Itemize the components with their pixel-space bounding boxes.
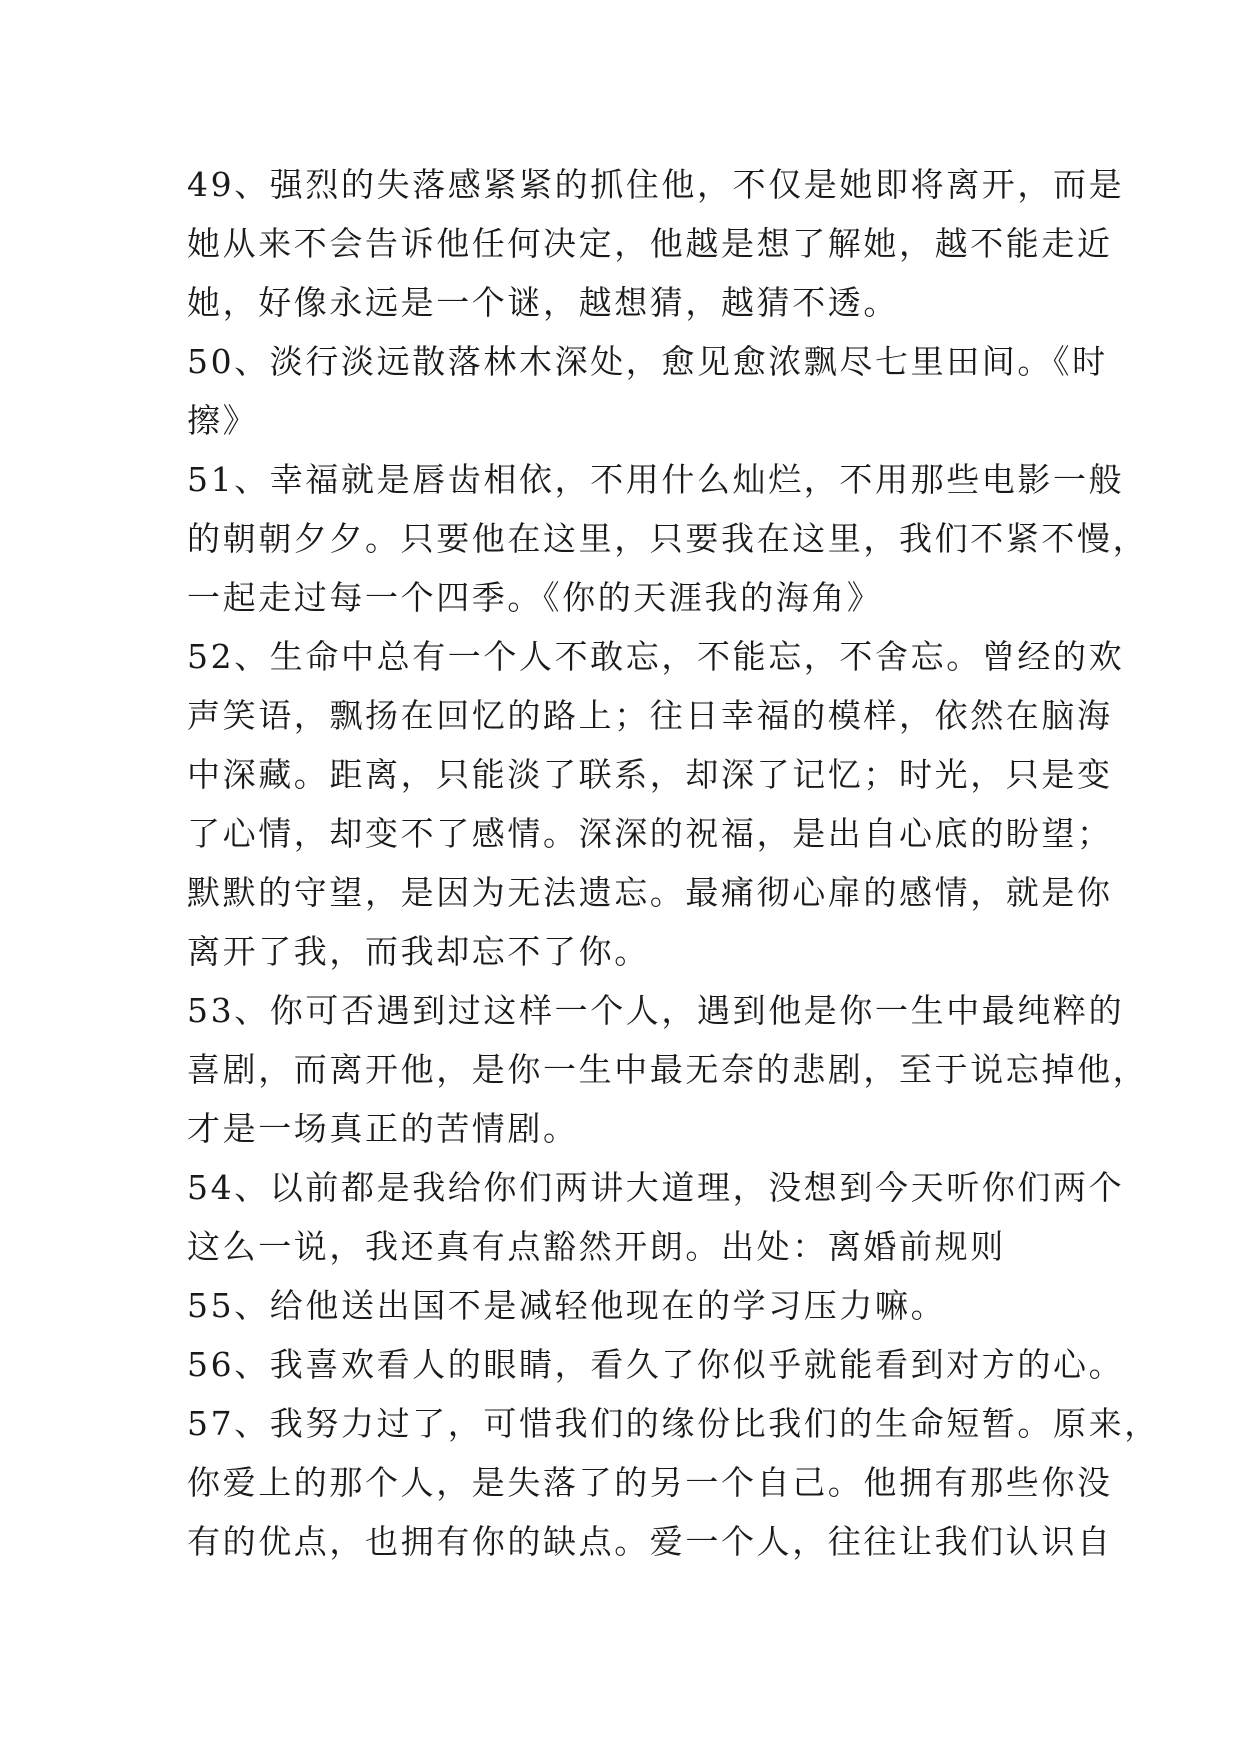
text-line: 52、生命中总有一个人不敢忘，不能忘，不舍忘。曾经的欢: [187, 637, 1125, 676]
text-line: 56、我喜欢看人的眼睛，看久了你似乎就能看到对方的心。: [187, 1345, 1125, 1384]
text-line: 55、给他送出国不是减轻他现在的学习压力嘛。: [187, 1286, 947, 1325]
text-line: 51、幸福就是唇齿相依，不用什么灿烂，不用那些电影一般: [187, 460, 1125, 499]
body-text: [187, 155, 1160, 1571]
text-line: 中深藏。距离，只能淡了联系，却深了记忆；时光，只是变: [187, 755, 1113, 794]
text-line: 了心情，却变不了感情。深深的祝福，是出自心底的盼望；: [187, 814, 1113, 853]
text-line: 擦》: [187, 401, 259, 440]
text-line: 一起走过每一个四季。《你的天涯我的海角》: [187, 578, 883, 617]
text-line: 50、淡行淡远散落林木深处，愈见愈浓飘尽七里田间。《时: [187, 342, 1108, 381]
text-line: 54、以前都是我给你们两讲大道理，没想到今天听你们两个: [187, 1168, 1125, 1207]
text-line: 你爱上的那个人，是失落了的另一个自己。他拥有那些你没: [187, 1463, 1113, 1502]
text-line: 声笑语，飘扬在回忆的路上；往日幸福的模样，依然在脑海: [187, 696, 1113, 735]
text-line: 有的优点，也拥有你的缺点。爱一个人，往往让我们认识自: [187, 1522, 1113, 1561]
text-line: 默默的守望，是因为无法遗忘。最痛彻心扉的感情，就是你: [187, 873, 1113, 912]
text-line: 离开了我，而我却忘不了你。: [187, 932, 650, 971]
text-line: 才是一场真正的苦情剧。: [187, 1109, 579, 1148]
text-line: 她从来不会告诉他任何决定，他越是想了解她，越不能走近: [187, 224, 1113, 263]
text-line: 53、你可否遇到过这样一个人，遇到他是你一生中最纯粹的: [187, 991, 1125, 1030]
text-line: 这么一说，我还真有点豁然开朗。出处：离婚前规则: [187, 1227, 1006, 1266]
text-line: 喜剧，而离开他，是你一生中最无奈的悲剧，至于说忘掉他，: [187, 1050, 1149, 1089]
text-line: 的朝朝夕夕。只要他在这里，只要我在这里，我们不紧不慢，: [187, 519, 1149, 558]
text-line: 她，好像永远是一个谜，越想猜，越猜不透。: [187, 283, 899, 322]
text-line: 49、强烈的失落感紧紧的抓住他，不仅是她即将离开，而是: [187, 165, 1125, 204]
text-line: 57、我努力过了，可惜我们的缘份比我们的生命短暂。原来，: [187, 1404, 1160, 1443]
